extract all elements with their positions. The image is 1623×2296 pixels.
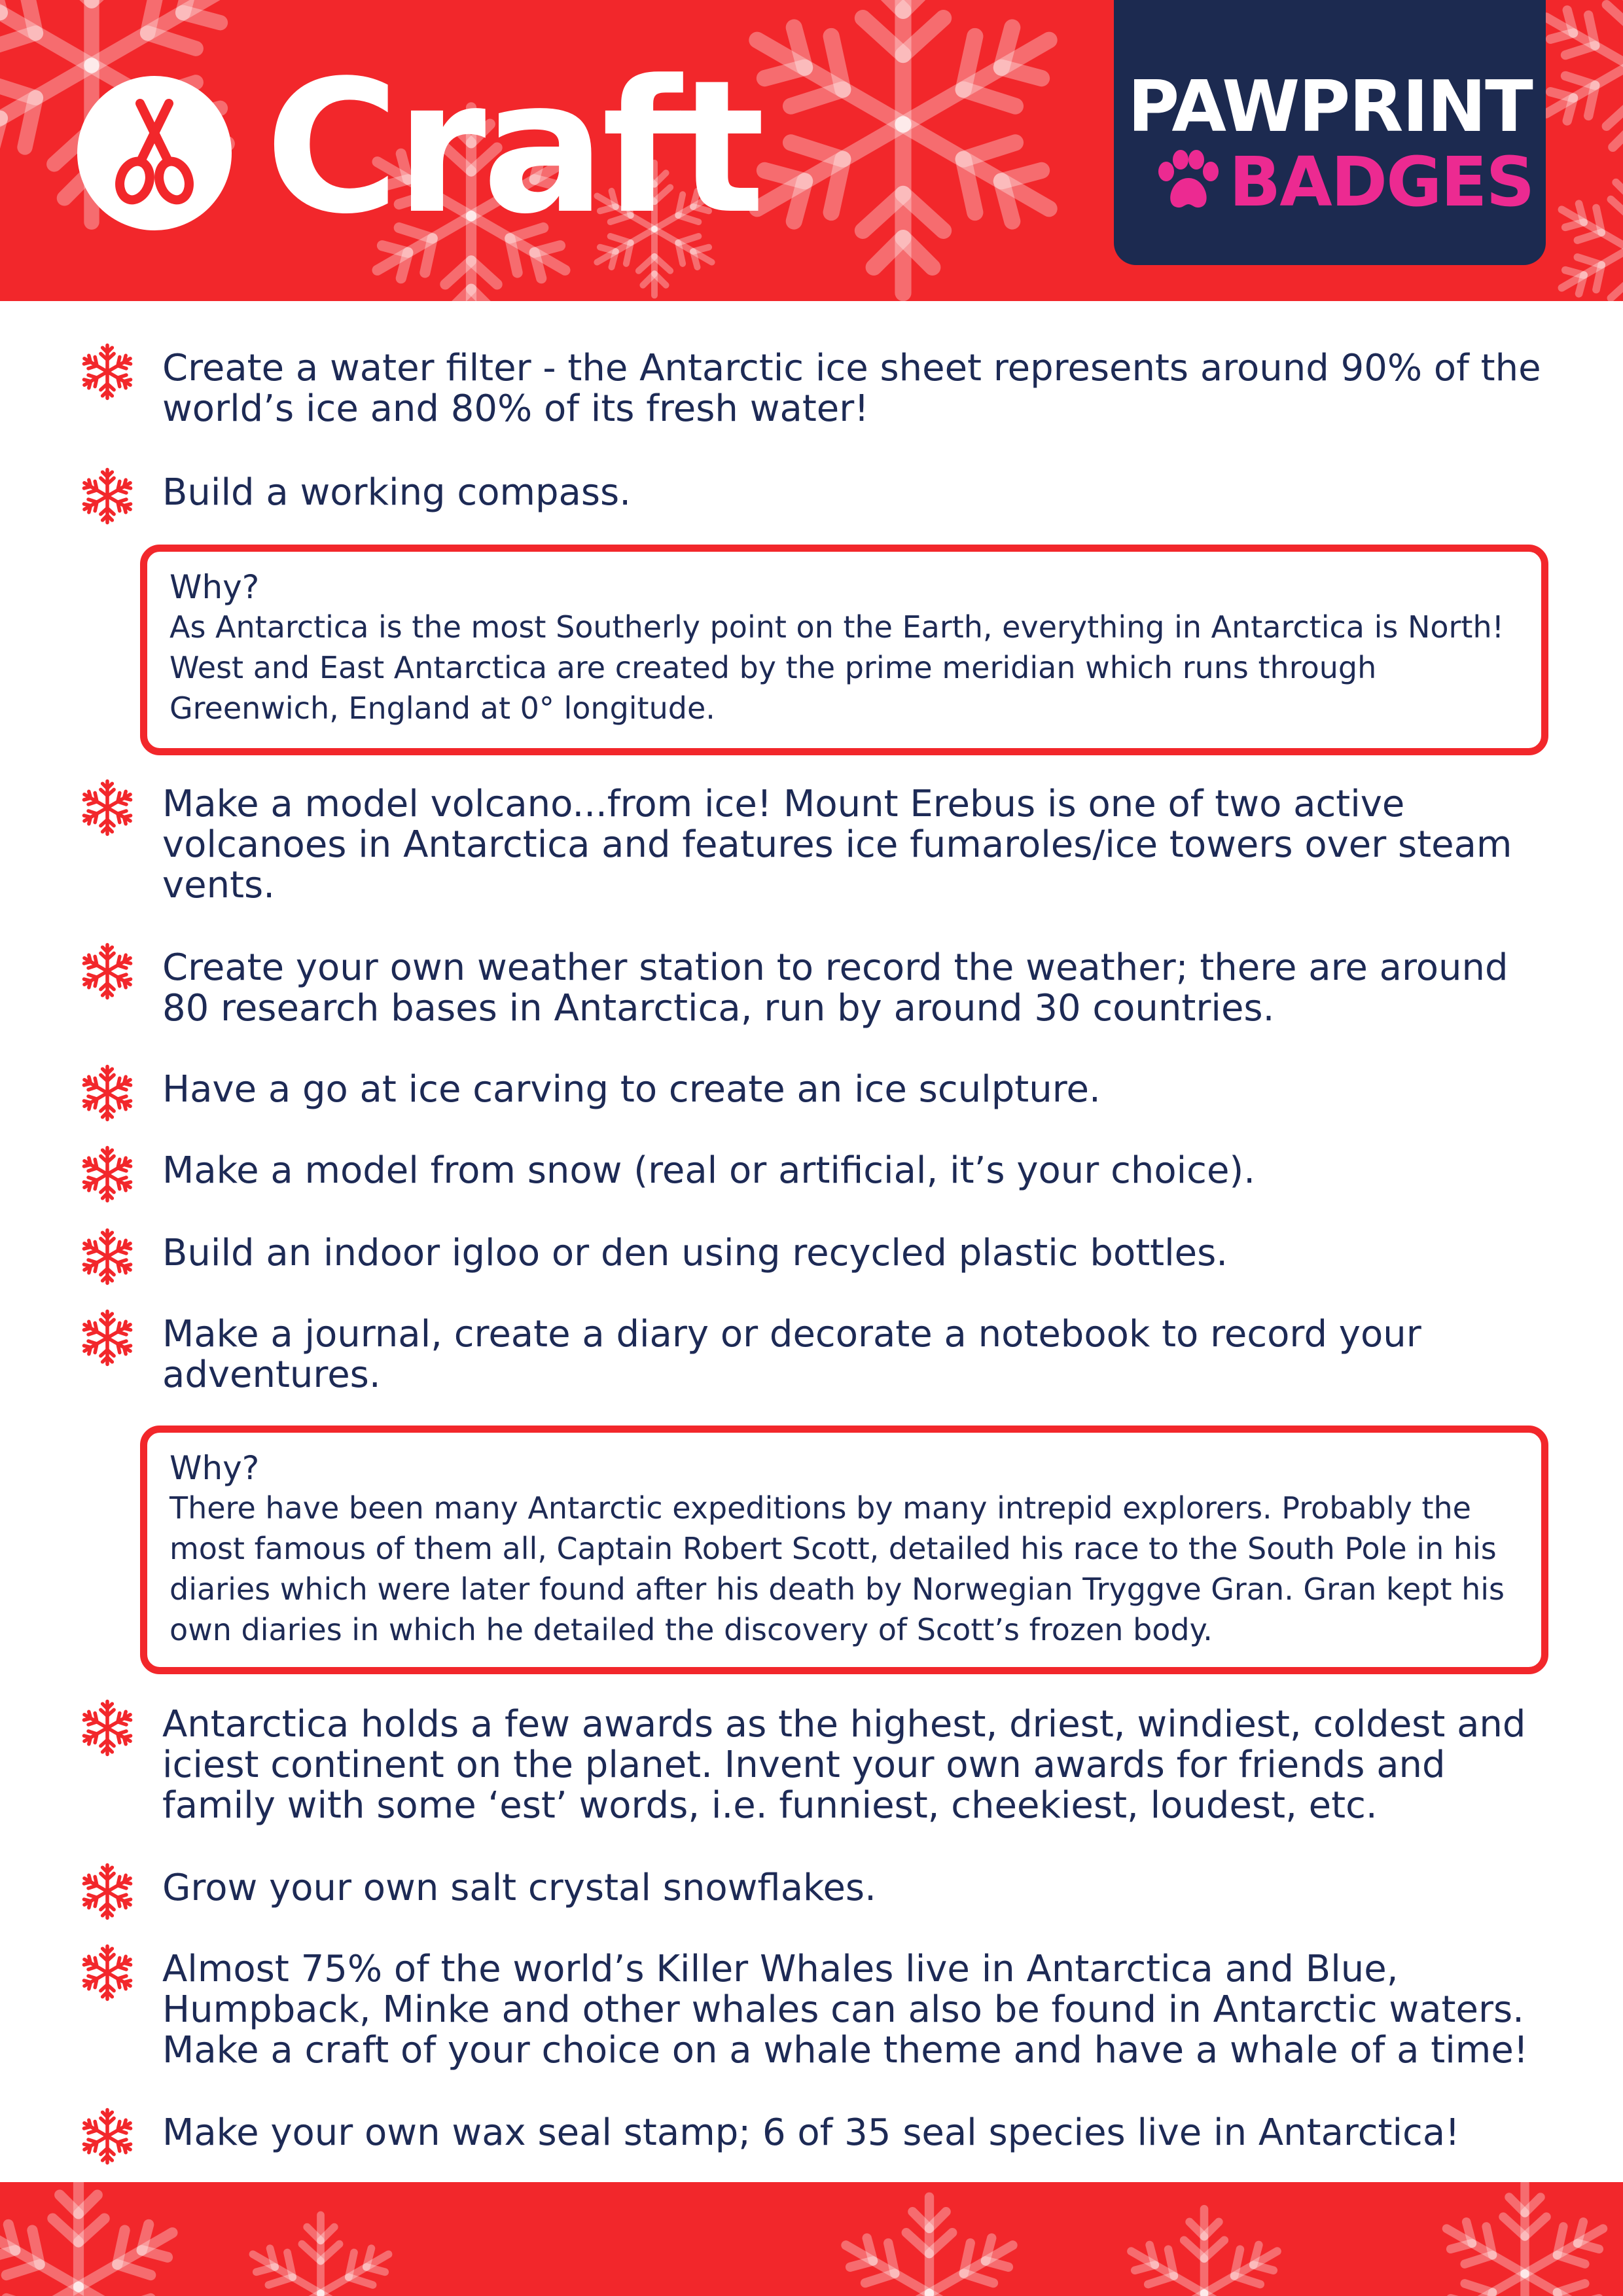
list-item-text: Grow your own salt crystal snowflakes.: [162, 1867, 876, 1909]
list-item-text: Make a model from snow (real or artificial, it’s your choice).: [162, 1149, 1256, 1192]
snowflake-icon: [77, 2106, 137, 2166]
snowflake-icon: [77, 1227, 137, 1287]
snowflake-icon: [77, 1063, 137, 1123]
list-item-text: Make a journal, create a diary or decorate a notebook to record your adventures.: [162, 1313, 1421, 1396]
list-item-text: Create a water filter - the Antarctic ice sheet represents around 90% of the world’s ice and 80% of its fresh water!: [162, 347, 1541, 430]
why-title: Why?: [169, 1449, 260, 1487]
snowflake-icon: [77, 1861, 137, 1922]
snowflake-pattern-icon: [0, 2182, 1623, 2296]
snowflake-icon: [77, 1943, 137, 2003]
list-item-text: Build a working compass.: [162, 471, 632, 514]
list-item-text: Build an indoor igloo or den using recycled plastic bottles.: [162, 1232, 1228, 1274]
list-item-text: Create your own weather station to record the weather; there are around 80 research bases in Antarctica, run by around 30 countries.: [162, 946, 1508, 1030]
why-text: As Antarctica is the most Southerly point on the Earth, everything in Antarctica is North! West and East Antarctica are created by the prime meridian which runs through Greenwich, England at 0° longitude.: [169, 609, 1505, 726]
snowflake-icon: [77, 1308, 137, 1368]
page-title: Craft: [265, 41, 762, 255]
paw-icon: [1152, 149, 1224, 212]
why-box: [140, 1426, 1548, 1674]
header-banner: [0, 0, 1623, 301]
snowflake-icon: [77, 1698, 137, 1758]
snowflake-icon: [77, 1144, 137, 1204]
list-item-text: Have a go at ice carving to create an ice sculpture.: [162, 1068, 1101, 1111]
brand-logo: [1114, 0, 1546, 265]
list-item-text: Antarctica holds a few awards as the highest, driest, windiest, coldest and iciest continent on the planet. Invent your own awards for friends and family with some ‘est’ words, i.e. funniest, cheekiest, loudest, etc.: [162, 1703, 1526, 1827]
why-title: Why?: [169, 568, 260, 606]
snowflake-icon: [77, 941, 137, 1001]
list-item-text: Make a model volcano...from ice! Mount Erebus is one of two active volcanoes in Antarctica and features ice fumaroles/ice towers over steam vents.: [162, 783, 1512, 906]
craft-badge: [77, 76, 232, 230]
list-item-text: Make your own wax seal stamp; 6 of 35 seal species live in Antarctica!: [162, 2111, 1460, 2154]
snowflake-icon: [77, 342, 137, 402]
brand-line-2: BADGES: [1229, 142, 1534, 222]
snowflake-icon: [77, 466, 137, 526]
footer-banner: [0, 2182, 1623, 2296]
why-text: There have been many Antarctic expeditions by many intrepid explorers. Probably the most famous of them all, Captain Robert Scott, detailed his race to the South Pole in his diaries which were later found after his death by Norwegian Tryggve Gran. Gran kept his own diaries in which he detailed the discovery of Scott’s frozen body.: [169, 1490, 1505, 1647]
why-box: [140, 545, 1548, 755]
brand-line-1: PAWPRINT: [1128, 66, 1532, 148]
list-item-text: Almost 75% of the world’s Killer Whales live in Antarctica and Blue, Humpback, Minke and other whales can also be found in Antarctic waters. Make a craft of your choice on a whale theme and have a whale of a time!: [162, 1948, 1529, 2072]
scissors-icon: [77, 76, 232, 230]
snowflake-icon: [77, 778, 137, 838]
